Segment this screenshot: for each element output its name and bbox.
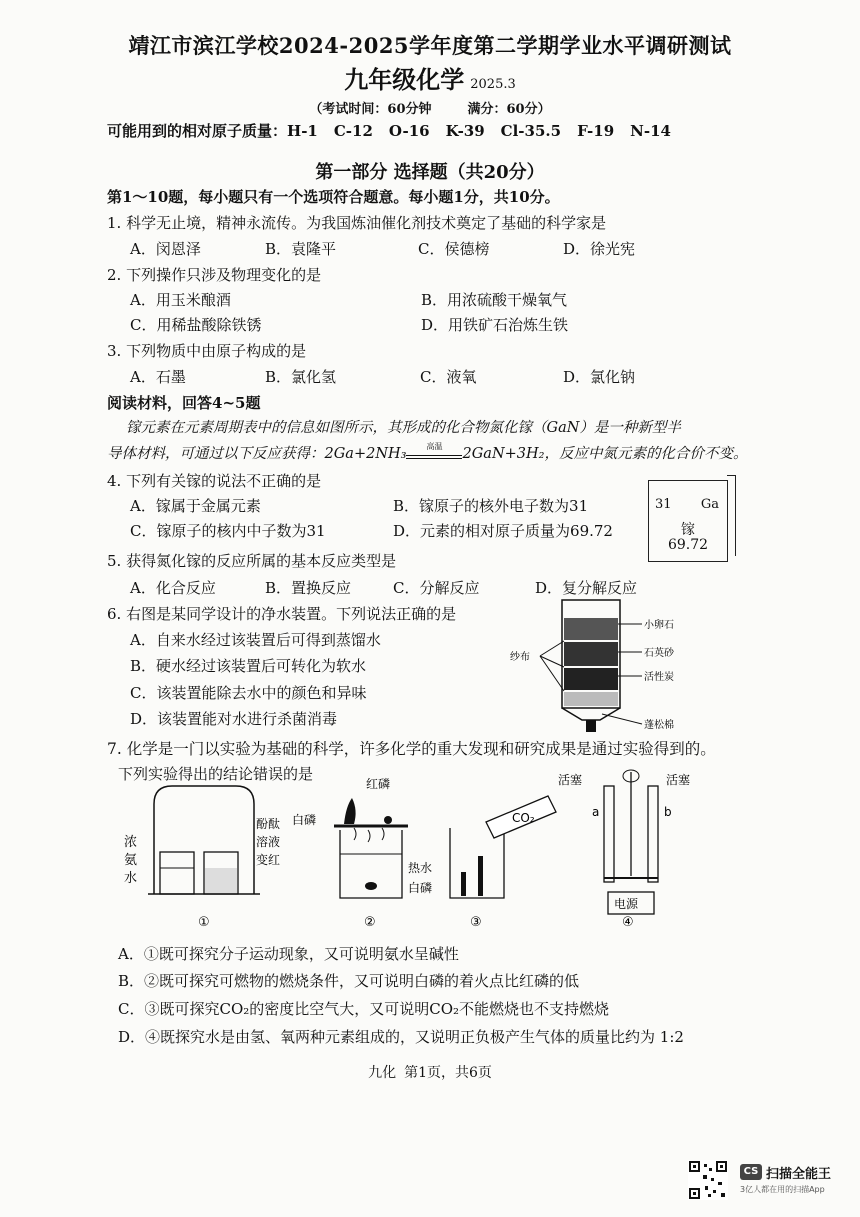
fig4-label: a: [592, 805, 600, 819]
q3-option-a: A．石墨: [130, 368, 186, 386]
experiment-figures: [118, 768, 758, 936]
question-7-stem-1: 7. 化学是一门以实验为基础的科学，许多化学的重大发现和研究成果是通过实验得到的。: [107, 740, 716, 758]
candle-low: [461, 872, 466, 896]
atomic-mass-item: O-16: [388, 122, 430, 140]
label-quartz-sand: 石英砂: [644, 648, 674, 659]
question-4-stem: 4. 下列有关镓的说法不正确的是: [107, 472, 322, 490]
purifier-outlet: [586, 720, 596, 732]
atomic-mass-item: Cl-35.5: [500, 122, 562, 140]
element-name: 镓: [681, 522, 695, 538]
atomic-mass-line: [107, 120, 671, 141]
q2-option-c: C．用稀盐酸除铁锈: [130, 316, 262, 334]
q4-option-c: C．镓原子的核内中子数为31: [130, 522, 326, 540]
fig2-label: 白磷: [408, 881, 433, 895]
footer-subject: 九化: [368, 1065, 397, 1081]
experiment-1-ammonia: [124, 786, 280, 930]
fig4-label: 电源: [614, 897, 639, 911]
q6-option-c: C．该装置能除去水中的颜色和异味: [130, 684, 367, 702]
q2-option-a: A．用玉米酿酒: [130, 291, 231, 309]
scanner-tagline: 3亿人都在用的扫描App: [740, 1185, 825, 1194]
q3-option-d: D．氯化钠: [563, 368, 636, 386]
fig1-label: 变红: [256, 853, 281, 867]
sand-layer: [564, 642, 618, 666]
question-1-stem: 1. 科学无止境，精神永流传。为我国炼油催化剂技术奠定了基础的科学家是: [107, 214, 607, 232]
equals-line-top: [406, 455, 462, 456]
part-instructions: 第1～10题，每小题只有一个选项符合题意。每小题1分，共10分。: [107, 188, 560, 206]
fig4-label: 活塞: [666, 773, 691, 787]
cotton-layer: [564, 692, 618, 706]
exam-title: 靖江市滨江学校2024-2025学年度第二学期学业水平调研测试: [128, 33, 732, 58]
fig4-label: b: [664, 805, 672, 819]
fig1-label: 水: [124, 871, 138, 886]
tube-a: [604, 786, 614, 882]
question-3-stem: 3. 下列物质中由原子构成的是: [107, 342, 307, 360]
charcoal-layer: [564, 668, 618, 690]
label-activated-carbon: 活性炭: [644, 672, 674, 683]
exam-time: （考试时间：60分钟: [309, 102, 432, 117]
q6-option-d: D．该装置能对水进行杀菌消毒: [130, 710, 338, 728]
part-heading: 第一部分 选择题（共20分）: [315, 162, 545, 183]
beaker-ammonia: [160, 852, 194, 894]
figure-number: ③: [470, 915, 482, 930]
reading-heading: 阅读材料，回答4~5题: [107, 394, 261, 412]
label-pebbles: 小卵石: [644, 620, 674, 631]
q7-option-d: D．④既探究水是由氢、氧两种元素组成的，又说明正负极产生气体的质量比约为 1:2: [118, 1028, 684, 1046]
leader-line: [602, 714, 642, 724]
q4-option-b: B．镓原子的核外电子数为31: [393, 497, 589, 515]
fig1-label: 溶液: [256, 835, 281, 849]
q4-option-a: A．镓属于金属元素: [130, 497, 261, 515]
q7-option-c: C．③既可探究CO₂的密度比空气大，又可说明CO₂不能燃烧也不支持燃烧: [118, 1000, 610, 1018]
q7-option-a: A．①既可探究分子运动现象，又可说明氨水呈碱性: [118, 945, 459, 963]
water-purifier-figure: [510, 596, 710, 734]
atomic-mass: 69.72: [667, 537, 709, 553]
submerged-white-phosphorus: [365, 882, 377, 890]
figure-number: ①: [198, 915, 210, 930]
steam: [354, 828, 384, 842]
q1-option-b: B．袁隆平: [265, 240, 337, 258]
experiment-2-combustion: [292, 776, 432, 930]
candle-high: [478, 856, 483, 896]
pebble-layer: [564, 618, 618, 640]
atomic-mass-item: F-19: [577, 122, 615, 140]
experiment-4-electrolysis: [558, 770, 690, 930]
fig4-label: 活塞: [558, 773, 583, 787]
fig2-label: 白磷: [292, 813, 317, 827]
fig1-label: 氨: [124, 853, 138, 868]
purifier-funnel: [562, 708, 620, 720]
q1-option-c: C．侯德榜: [418, 240, 490, 258]
page-footer: [0, 1062, 860, 1082]
atomic-mass-label: 可能用到的相对原子质量：: [107, 122, 288, 140]
atomic-mass-item: K-39: [445, 122, 485, 140]
label-cotton: 蓬松棉: [644, 720, 674, 731]
q5-option-c: C．分解反应: [393, 579, 480, 597]
reading-line-1: 镓元素在元素周期表中的信息如图所示，其形成的化合物氮化镓（GaN）是一种新型半: [126, 420, 681, 436]
figure-number: ④: [622, 915, 634, 930]
experiment-3-co2: [450, 796, 556, 930]
atomic-mass-item: H-1: [287, 122, 318, 140]
subject-name: 九年级化学: [344, 65, 465, 94]
exam-subject: [0, 60, 860, 95]
q1-option-d: D．徐光宪: [563, 240, 636, 258]
q6-option-b: B．硬水经过该装置后可转化为软水: [130, 657, 367, 675]
q5-option-d: D．复分解反应: [535, 579, 638, 597]
full-score: 满分：60分）: [467, 102, 551, 117]
question-7-stem-2: 下列实验得出的结论错误的是: [118, 765, 314, 783]
red-solution: [205, 868, 237, 893]
leader-line: [540, 641, 564, 656]
tube-b: [648, 786, 658, 882]
exam-meta: [0, 98, 860, 117]
reaction-condition: 高温: [426, 442, 443, 451]
q3-option-c: C．液氧: [420, 368, 477, 386]
label-gauze: 纱布: [510, 652, 530, 663]
question-6-stem: 6. 右图是某同学设计的净水装置。下列说法正确的是: [107, 605, 457, 623]
atomic-mass-item: N-14: [630, 122, 671, 140]
q7-option-b: B．②既可探究可燃物的燃烧条件，又可说明白磷的着火点比红磷的低: [118, 972, 580, 990]
candle-beaker: [450, 828, 504, 898]
q3-option-b: B．氯化氢: [265, 368, 337, 386]
flame: [344, 798, 356, 824]
q5-option-b: B．置换反应: [265, 579, 352, 597]
scanner-name: 扫描全能王: [766, 1167, 832, 1182]
fig3-label: CO₂: [512, 811, 535, 825]
red-phosphorus: [384, 816, 392, 824]
equals-line-bottom: [406, 458, 462, 459]
atomic-mass-item: C-12: [333, 122, 373, 140]
question-5-stem: 5. 获得氮化镓的反应所属的基本反应类型是: [107, 552, 397, 570]
figure-number: ②: [364, 915, 376, 930]
qr-code-icon: [688, 1160, 728, 1200]
reaction-arrow: [406, 442, 462, 461]
q5-option-a: A．化合反应: [130, 579, 216, 597]
gallium-element-card: [648, 480, 728, 562]
fig1-label: 浓: [124, 835, 138, 850]
reading-line-2: [107, 442, 747, 463]
reading-line-2b: 2GaN+3H₂，反应中氮元素的化合价不变。: [462, 446, 748, 462]
card-depth-edge: [727, 475, 736, 556]
footer-page: 第1页，共6页: [404, 1065, 492, 1081]
scanner-logo-icon: CS: [740, 1164, 762, 1180]
q2-option-d: D．用铁矿石治炼生铁: [421, 316, 569, 334]
q1-option-a: A．闵恩泽: [130, 240, 201, 258]
fig1-label: 酚酞: [256, 817, 281, 831]
question-2-stem: 2. 下列操作只涉及物理变化的是: [107, 266, 322, 284]
element-symbol: Ga: [700, 497, 719, 512]
q6-option-a: A．自来水经过该装置后可得到蒸馏水: [130, 631, 381, 649]
reading-line-2a: 导体材料，可通过以下反应获得：2Ga+2NH₃: [107, 446, 407, 462]
fig2-label: 热水: [408, 861, 433, 875]
atomic-number: 31: [655, 497, 672, 512]
q2-option-b: B．用浓硫酸干燥氧气: [421, 291, 568, 309]
q4-option-d: D．元素的相对原子质量为69.72: [393, 522, 613, 540]
fig2-label: 红磷: [366, 777, 391, 791]
exam-date: 2025.3: [470, 77, 516, 92]
